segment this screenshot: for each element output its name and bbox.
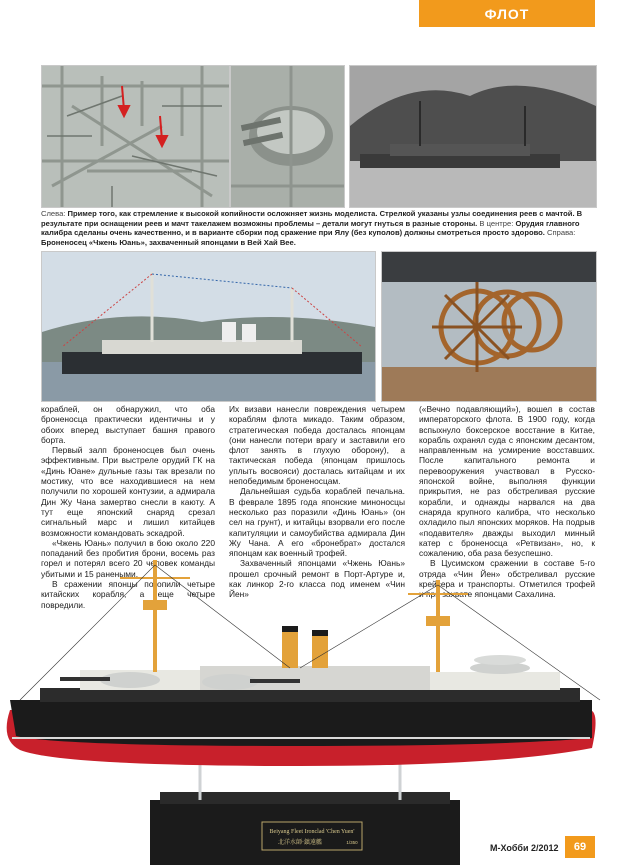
turret-aft bbox=[202, 674, 258, 690]
turret-illustration bbox=[231, 66, 344, 207]
footer-magazine: М-Хобби 2/2012 bbox=[490, 843, 559, 853]
caption-center-label: В центре: bbox=[479, 218, 514, 228]
photo-caption bbox=[41, 209, 595, 248]
steering-wheels-illustration bbox=[382, 252, 596, 401]
funnel-fore bbox=[282, 626, 298, 668]
photo-museum-replica-ship bbox=[41, 251, 376, 402]
photo-sprue-parts bbox=[41, 65, 230, 208]
photo-main-guns bbox=[230, 65, 345, 208]
caption-center-text: Орудия главного калибра сделаны очень качественно, и в варианте сборки под сражение при Ялу (без куполов) должны смотреться просто здорово. bbox=[41, 218, 580, 238]
paragraph: В сражении японцы потопили четыре китайских корабля, а еще четыре повредили. bbox=[41, 579, 215, 610]
caption-right-label: Справа: bbox=[547, 228, 576, 238]
plaque-subtitle: 北洋水師·鎮遠艦 bbox=[278, 839, 322, 846]
page-number-text: 69 bbox=[573, 841, 587, 853]
photo-steering-wheels bbox=[381, 251, 597, 402]
caption-left-text: Пример того, как стремление к высокой копийности осложняет жизнь моделиста. Стрелкой указаны узлы соединения реев с мачтой. В результате при оснащении реев и мачт такелажем возможны проблемы – детали могут гнуться в разные стороны. bbox=[41, 209, 583, 228]
model-ship-image bbox=[0, 560, 627, 865]
sprue-illustration bbox=[42, 66, 229, 207]
plaque-scale: 1/350 bbox=[346, 840, 358, 845]
caption-left-label: Слева: bbox=[41, 209, 66, 218]
paragraph: Захваченный японцами «Чжень Юань» прошел срочный ремонт в Порт-Артуре и, как линкор 2-го класса под именем «Чин Йен» bbox=[229, 558, 405, 600]
caption-right-text: Броненосец «Чжень Юань», захваченный японцами в Вей Хай Вее. bbox=[41, 238, 296, 248]
hull-black bbox=[10, 700, 592, 746]
fighting-top-fore bbox=[143, 600, 167, 610]
after-deck bbox=[430, 672, 560, 690]
page-number bbox=[565, 836, 595, 858]
paragraph: Дальнейшая судьба кораблей печальна. В феврале 1895 года японские миноносцы несколько раз поразили «Динь Юань» (он сел на грунт), и китайцы взорвали его после капитуляции и самоубийства адмирала Дин Жу Чана. А его «бронебрат» достался японцам как военный трофей. bbox=[229, 486, 405, 559]
paragraph: («Вечно подавляющий»), вошел в состав императорского флота. В 1900 году, когда вспыхнуло боксерское восстание в Китае, корабль охранял суда с японским десантом, направленным на усмирение восставших. После капитального ремонта и перевооружения участвовал в Русско-японской войне, выполняя функции прикрытия, не раз обстреливая русские корабли, и однажды нарвался на два снаряда крупного калибра, что несколько охладило пыл японских моряков. На подрыв «подавителя» дважды выходил минный катер с броненосца «Ретвизан», но, к сожалению, оба раза безуспешно. bbox=[419, 404, 595, 559]
museum-ship-illustration bbox=[42, 252, 375, 401]
section-tab bbox=[419, 0, 595, 27]
fighting-top-main bbox=[426, 616, 450, 626]
paragraph: кораблей, он обнаружил, что оба броненосца практически идентичны и у обоих вперед выступает башня правого борта. bbox=[41, 404, 215, 445]
paragraph: В Цусимском сражении в составе 5-го отряда «Чин Йен» обстреливал русские крейсера и транспорты. Отметился трофей и при захвате японцами Сахалина. bbox=[419, 558, 595, 600]
historic-ship-illustration bbox=[350, 66, 596, 207]
photo-captured-ship-historic bbox=[349, 65, 597, 208]
paragraph: «Чжень Юань» получил в бою около 220 попаданий без пробития брони, восемь раз горел и потерял всего 20 человек команды убитыми и 15 ранеными. bbox=[41, 537, 215, 579]
section-title: ФЛОТ bbox=[484, 5, 530, 22]
paragraph: Их визави нанесли повреждения четырем кораблям флота микадо. Таким образом, стратегическая победа досталась японцам (они нанесли потери врагу и заставили его флот занять в глухую оборону), а тактическая победа (японцам пришлось уплыть восвояси) досталась китайцам и их непобедимым броненосцам. bbox=[229, 404, 405, 487]
paragraph: Первый залп броненосцев был очень эффективным. При выстреле орудий ГК на «Динь Юане» дульные газы так врезали по мостику, что все находившиеся на нем получили по хорошей контузии, а адмирала Дин Жу Чана замертво снесли в каюту. А тут еще японский снаряд срезал сигнальный марс и лишил китайцев возможности командовать эскадрой. bbox=[41, 445, 215, 538]
plaque-title: Beiyang Fleet Ironclad 'Chen Yuen' bbox=[269, 829, 355, 835]
